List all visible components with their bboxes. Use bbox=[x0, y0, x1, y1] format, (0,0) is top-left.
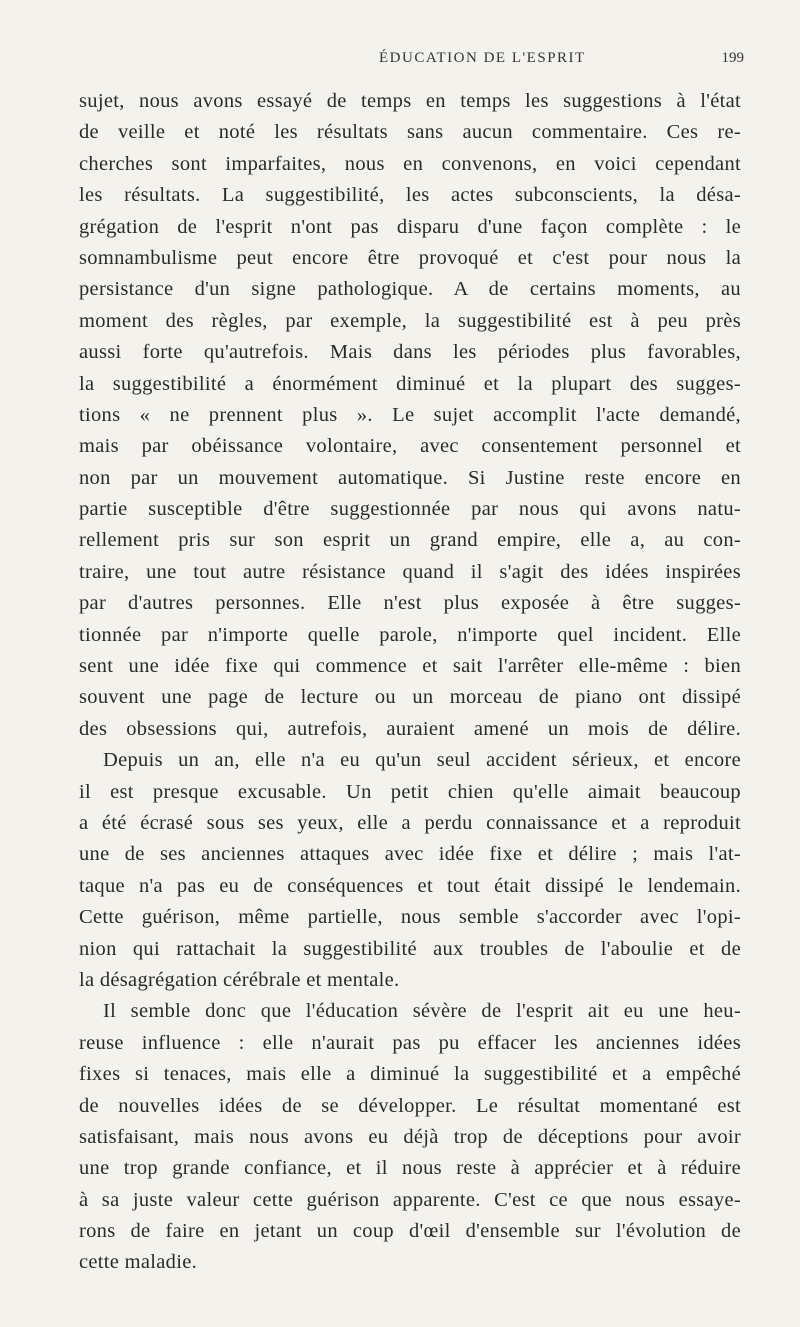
text-line: moment des règles, par exemple, la suggestibilité est à peu près bbox=[79, 309, 741, 332]
text-line: traire, une tout autre résistance quand il s'agit des idées inspirées bbox=[79, 560, 741, 583]
text-line: sent une idée fixe qui commence et sait l'arrêter elle-même : bien bbox=[79, 655, 741, 678]
running-head bbox=[0, 50, 800, 74]
text-line: il est presque excusable. Un petit chien qu'elle aimait beaucoup bbox=[79, 780, 741, 803]
paragraph-start-line: Il semble donc que l'éducation sévère de l'esprit ait eu une heu- bbox=[103, 1000, 741, 1023]
text-line: une trop grande confiance, et il nous reste à apprécier et à réduire bbox=[79, 1157, 741, 1180]
text-line: tions « ne prennent plus ». Le sujet accomplit l'acte demandé, bbox=[79, 403, 741, 426]
text-line: persistance d'un signe pathologique. A de certains moments, au bbox=[79, 278, 741, 301]
text-line: des obsessions qui, autrefois, auraient amené un mois de délire. bbox=[79, 717, 741, 740]
text-line: rons de faire en jetant un coup d'œil d'ensemble sur l'évolution de bbox=[79, 1220, 741, 1243]
text-line: la suggestibilité a énormément diminué et la plupart des sugges- bbox=[79, 372, 741, 395]
page-number: 199 bbox=[721, 50, 744, 66]
text-line: une de ses anciennes attaques avec idée fixe et délire ; mais l'at- bbox=[79, 843, 741, 866]
text-line: aussi forte qu'autrefois. Mais dans les périodes plus favorables, bbox=[79, 341, 741, 364]
paragraph-end-line: cette maladie. bbox=[79, 1251, 198, 1274]
text-line: a été écrasé sous ses yeux, elle a perdu connaissance et a reproduit bbox=[79, 811, 741, 834]
text-line: à sa juste valeur cette guérison apparente. C'est ce que nous essaye- bbox=[79, 1188, 741, 1211]
text-line: mais par obéissance volontaire, avec consentement personnel et bbox=[79, 435, 741, 458]
text-line: sujet, nous avons essayé de temps en temps les suggestions à l'état bbox=[79, 90, 741, 112]
text-line: partie susceptible d'être suggestionnée par nous qui avons natu- bbox=[79, 498, 741, 521]
text-line: de veille et noté les résultats sans aucun commentaire. Ces re- bbox=[79, 121, 741, 144]
text-line: taque n'a pas eu de conséquences et tout était dissipé le lendemain. bbox=[79, 874, 741, 897]
text-line: souvent une page de lecture ou un morceau de piano ont dissipé bbox=[79, 686, 741, 709]
text-line: Cette guérison, même partielle, nous semble s'accorder avec l'opi- bbox=[79, 906, 741, 929]
text-line: par d'autres personnes. Elle n'est plus exposée à être sugges- bbox=[79, 592, 741, 615]
text-line: somnambulisme peut encore être provoqué et c'est pour nous la bbox=[79, 246, 741, 269]
text-line: grégation de l'esprit n'ont pas disparu d'une façon complète : le bbox=[79, 215, 741, 238]
paragraph-end-line: la désagrégation cérébrale et mentale. bbox=[79, 968, 400, 991]
text-line: rellement pris sur son esprit un grand empire, elle a, au con- bbox=[79, 529, 741, 552]
text-line: de nouvelles idées de se développer. Le résultat momentané est bbox=[79, 1094, 741, 1117]
body-text bbox=[79, 86, 741, 1279]
text-line: nion qui rattachait la suggestibilité aux troubles de l'aboulie et de bbox=[79, 937, 741, 960]
text-line: tionnée par n'importe quelle parole, n'importe quel incident. Elle bbox=[79, 623, 741, 646]
text-line: les résultats. La suggestibilité, les actes subconscients, la désa- bbox=[79, 184, 741, 207]
text-line: fixes si tenaces, mais elle a diminué la suggestibilité et a empêché bbox=[79, 1063, 741, 1086]
text-line: satisfaisant, mais nous avons eu déjà trop de déceptions pour avoir bbox=[79, 1125, 741, 1148]
text-line: reuse influence : elle n'aurait pas pu effacer les anciennes idées bbox=[79, 1031, 741, 1054]
paragraph-start-line: Depuis un an, elle n'a eu qu'un seul accident sérieux, et encore bbox=[103, 749, 741, 772]
text-line: cherches sont imparfaites, nous en convenons, en voici cependant bbox=[79, 152, 741, 175]
running-title: ÉDUCATION DE L'ESPRIT bbox=[379, 50, 586, 66]
text-line: non par un mouvement automatique. Si Justine reste encore en bbox=[79, 466, 741, 489]
